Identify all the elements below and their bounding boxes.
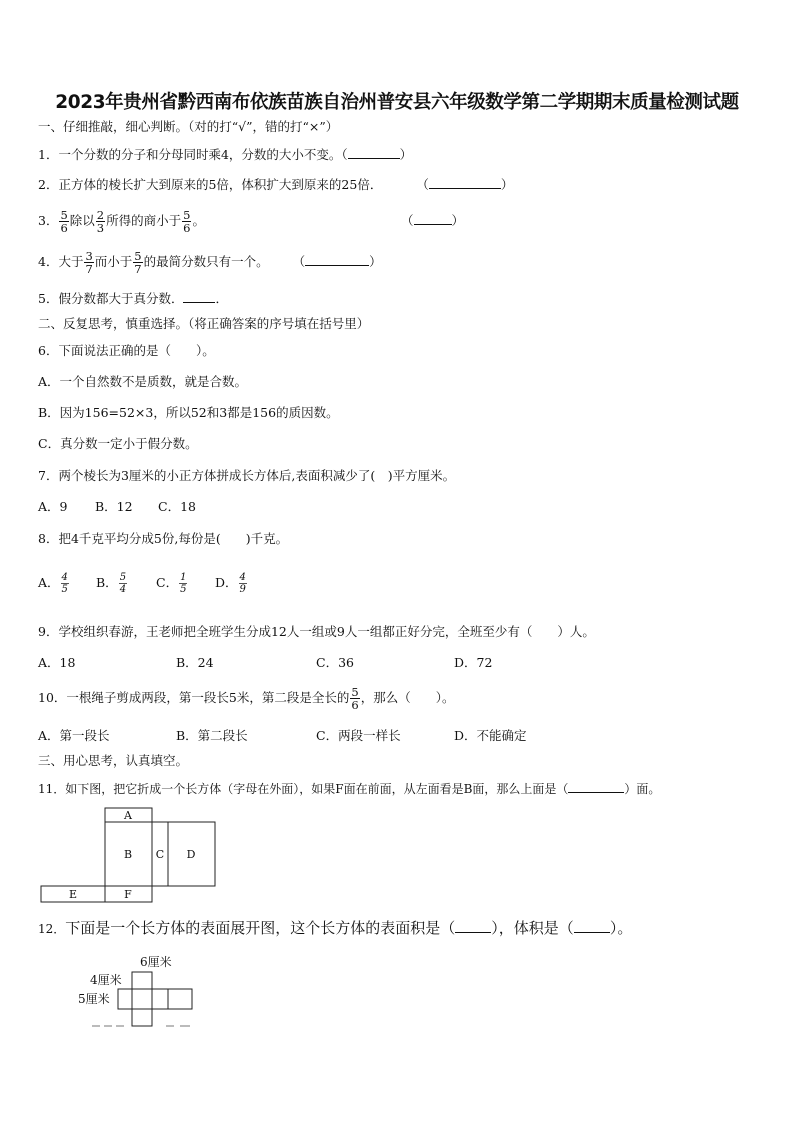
net-face [132, 1009, 152, 1026]
answer-blank[interactable] [568, 780, 624, 793]
option-d[interactable]: D．72 [454, 655, 493, 670]
option-c[interactable]: C．两段一样长 [316, 728, 401, 743]
option-b[interactable]: B．因为156=52×3，所以52和3都是156的质因数。 [38, 405, 339, 420]
net-face [132, 972, 152, 989]
fraction: $\frac{1}{5}$ [180, 572, 187, 595]
fraction: $\frac{5}{6}$ [183, 208, 191, 235]
text-segment: ），体积是（ [491, 919, 574, 937]
answer-blank[interactable] [429, 176, 501, 189]
net-face [152, 989, 168, 1009]
bracket-close: ）。 [609, 919, 633, 937]
question-8: 8．把4千克平均分成5份,每份是( )千克。 [38, 531, 289, 546]
face-label-a: A [124, 809, 132, 822]
option-d[interactable]: D． $\frac{4}{9}$ [215, 572, 246, 595]
question-11-text: 11．如下图，把它折成一个长方体（字母在外面），如果F面在前面，从左面看是B面，那么上面是（ [38, 782, 569, 796]
option-c[interactable]: C．18 [158, 499, 196, 514]
question-number: 12． [38, 922, 66, 936]
option-c[interactable]: C．36 [316, 655, 354, 670]
question-1 [38, 146, 412, 163]
text-segment: 而小于 [94, 254, 133, 269]
face-label-b: B [123, 848, 133, 861]
answer-blank[interactable] [574, 920, 610, 933]
answer-blank[interactable] [455, 920, 491, 933]
option-a[interactable]: A．一个自然数不是质数，就是合数。 [38, 374, 248, 389]
question-number: 3． [38, 213, 59, 228]
box-net-diagram [38, 806, 228, 906]
face-label-c: C [155, 848, 165, 861]
dimension-label-length: 6厘米 [140, 955, 172, 969]
option-b[interactable]: B． $\frac{5}{4}$ [96, 572, 127, 595]
fraction: $\frac{4}{9}$ [239, 572, 246, 595]
option-b[interactable]: B．24 [176, 655, 214, 670]
question-1-text: 1．一个分数的分子和分母同时乘4，分数的大小不变。（ [38, 147, 348, 162]
page-title: 2023年贵州省黔西南布依族苗族自治州普安县六年级数学第二学期期末质量检测试题 [55, 92, 739, 113]
question-10-options [38, 728, 527, 744]
question-5 [38, 290, 228, 307]
fraction: $\frac{5}{4}$ [119, 572, 127, 595]
fraction: $\frac{2}{3}$ [96, 208, 105, 235]
text-segment: ． [215, 291, 228, 306]
question-2 [38, 176, 513, 193]
option-c[interactable]: C．真分数一定小于假分数。 [38, 436, 198, 451]
face-label-f: F [124, 888, 132, 901]
dimension-label-height: 5厘米 [78, 992, 110, 1006]
face-label-d: D [186, 848, 196, 861]
bracket-close: ） [500, 177, 514, 192]
question-9-options [38, 655, 492, 671]
question-9: 9．学校组织春游，王老师把全班学生分成12人一组或9人一组都正好分完，全班至少有（ ）人。 [38, 624, 595, 639]
bracket-open: （ [416, 177, 429, 192]
fraction: $\frac{5}{6}$ [351, 685, 359, 712]
text-segment: 除以 [69, 213, 95, 228]
answer-blank[interactable] [414, 212, 452, 225]
option-c[interactable]: C． $\frac{1}{5}$ [156, 572, 187, 595]
option-a[interactable]: A． $\frac{4}{5}$ [38, 572, 68, 595]
option-a[interactable]: A．第一段长 [38, 728, 110, 743]
answer-blank[interactable] [348, 146, 400, 159]
fraction: $\frac{3}{7}$ [85, 249, 93, 276]
bracket-close: ） [399, 147, 413, 162]
section-1-heading: 一、仔细推敲，细心判断。（对的打“√”，错的打“×”） [38, 119, 339, 134]
bracket-close: ） [451, 213, 465, 228]
section-2-heading: 二、反复思考，慎重选择。（将正确答案的序号填在括号里） [38, 316, 370, 331]
option-b[interactable]: B．第二段长 [176, 728, 248, 743]
question-8-options [38, 568, 248, 598]
fraction: $\frac{4}{5}$ [61, 572, 68, 595]
fraction: $\frac{5}{7}$ [134, 249, 142, 276]
bracket-close: ） [369, 254, 382, 269]
option-b[interactable]: B．12 [95, 499, 133, 514]
question-6: 6．下面说法正确的是（ ）。 [38, 343, 215, 358]
cuboid-net-diagram [70, 952, 210, 1028]
text-segment: 的最简分数只有一个。 [143, 254, 269, 269]
text-segment: 所得的商小于 [106, 213, 182, 228]
answer-blank[interactable] [305, 253, 369, 266]
question-12 [38, 918, 632, 939]
section-3-heading: 三、用心思考，认真填空。 [38, 753, 189, 768]
question-2-text: 2．正方体的棱长扩大到原来的5倍，体积扩大到原来的25倍． [38, 177, 383, 192]
bracket-open: （ [400, 213, 414, 228]
text-segment: 。 [192, 213, 205, 228]
question-10 [38, 682, 454, 714]
option-d[interactable]: D．不能确定 [454, 728, 527, 743]
bracket-close: ）面。 [624, 782, 661, 796]
dimension-label-width: 4厘米 [90, 973, 122, 987]
question-5-text: 5．假分数都大于真分数． [38, 291, 184, 306]
question-10-text: 10．一根绳子剪成两段，第一段长5米，第二段是全长的 [38, 690, 350, 705]
question-4-text: 4．大于 [38, 254, 84, 269]
question-7: 7．两个棱长为3厘米的小正方体拼成长方体后,表面积减少了( )平方厘米。 [38, 468, 456, 483]
question-12-text: 下面是一个长方体的表面展开图，这个长方体的表面积是（ [65, 919, 456, 937]
question-3 [38, 206, 464, 236]
option-a[interactable]: A．9 [38, 499, 68, 514]
bracket-open: （ [292, 254, 306, 269]
face-label-e: E [68, 888, 78, 901]
fraction: $\frac{5}{6}$ [60, 208, 68, 235]
answer-blank[interactable] [183, 290, 215, 303]
text-segment: ，那么（ ）。 [360, 690, 455, 705]
net-face [168, 989, 192, 1009]
net-face [132, 989, 152, 1009]
question-11 [38, 780, 660, 797]
net-face [118, 989, 132, 1009]
question-7-options [38, 499, 196, 515]
question-4 [38, 246, 382, 278]
option-a[interactable]: A．18 [38, 655, 76, 670]
